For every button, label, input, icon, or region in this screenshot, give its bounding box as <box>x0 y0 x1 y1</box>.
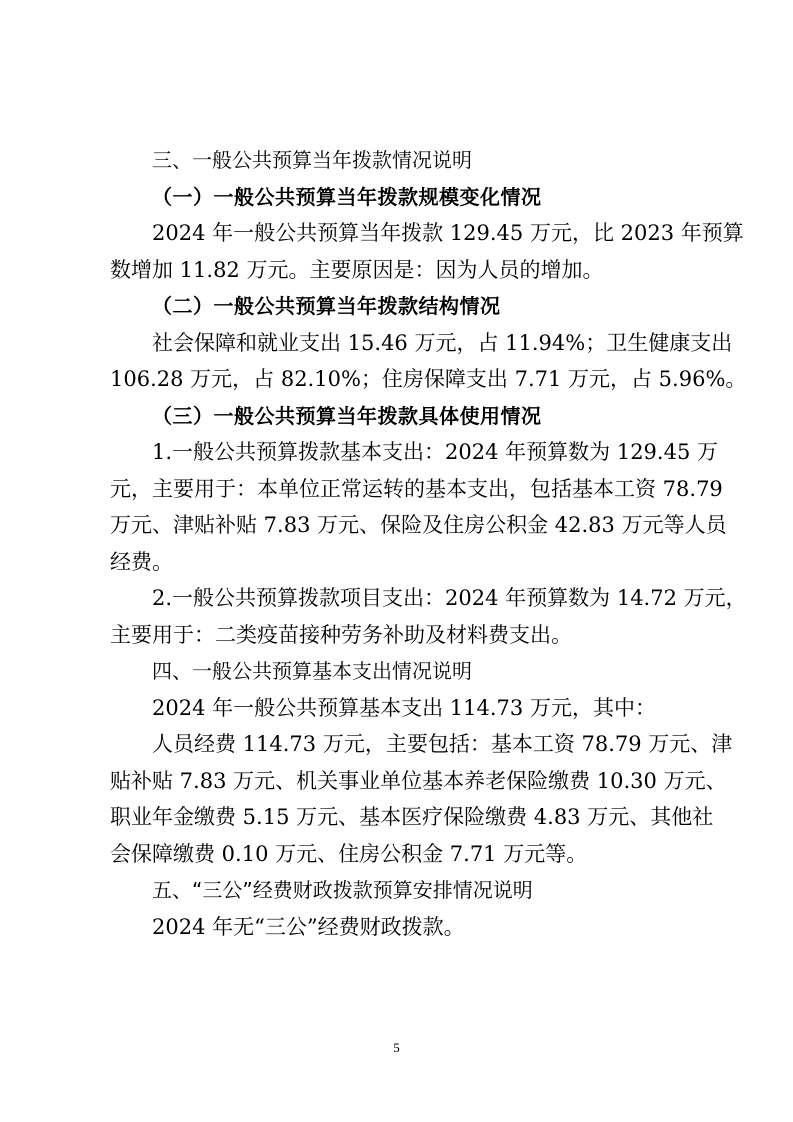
section-4-heading: 四、一般公共预算基本支出情况说明 <box>152 659 472 683</box>
paragraph-line: 万元、津贴补贴 7.83 万元、保险及住房公积金 42.83 万元等人员 <box>110 513 727 537</box>
paragraph-line: 社会保障和就业支出 15.46 万元，占 11.94%；卫生健康支出 <box>152 330 733 355</box>
paragraph-line: 数增加 11.82 万元。主要原因是：因为人员的增加。 <box>110 257 604 282</box>
page-number: 5 <box>393 1040 400 1055</box>
section-3-heading: 三、一般公共预算当年拨款情况说明 <box>152 148 472 172</box>
paragraph-line: 元，主要用于：本单位正常运转的基本支出，包括基本工资 78.79 <box>110 476 723 501</box>
section-5-heading: 五、“三公”经费财政拨款预算安排情况说明 <box>152 878 533 902</box>
paragraph-line: 2024 年一般公共预算当年拨款 129.45 万元，比 2023 年预算 <box>152 221 744 245</box>
paragraph-line: 2024 年无“三公”经费财政拨款。 <box>152 914 465 939</box>
paragraph-line: 会保障缴费 0.10 万元、住房公积金 7.71 万元等。 <box>110 841 588 866</box>
paragraph-line: 经费。 <box>110 549 173 574</box>
paragraph-line: 贴补贴 7.83 万元、机关事业单位基本养老保险缴费 10.30 万元、 <box>110 768 727 793</box>
paragraph-line: 人员经费 114.73 万元，主要包括：基本工资 78.79 万元、津 <box>152 732 733 756</box>
paragraph-line: 106.28 万元，占 82.10%；住房保障支出 7.71 万元，占 5.96%。 <box>110 367 747 391</box>
document-body <box>110 142 747 945</box>
paragraph-line: 主要用于：二类疫苗接种劳务补助及材料费支出。 <box>110 622 572 647</box>
section-3-1-heading: （一）一般公共预算当年拨款规模变化情况 <box>152 184 542 209</box>
paragraph-line: 2.一般公共预算拨款项目支出：2024 年预算数为 14.72 万元， <box>152 586 747 610</box>
paragraph-line: 1.一般公共预算拨款基本支出：2024 年预算数为 129.45 万 <box>152 440 718 464</box>
section-3-2-heading: （二）一般公共预算当年拨款结构情况 <box>152 294 501 318</box>
section-3-3-heading: （三）一般公共预算当年拨款具体使用情况 <box>152 403 542 428</box>
paragraph-line: 职业年金缴费 5.15 万元、基本医疗保险缴费 4.83 万元、其他社 <box>110 805 714 829</box>
paragraph-line: 2024 年一般公共预算基本支出 114.73 万元，其中： <box>152 695 656 720</box>
